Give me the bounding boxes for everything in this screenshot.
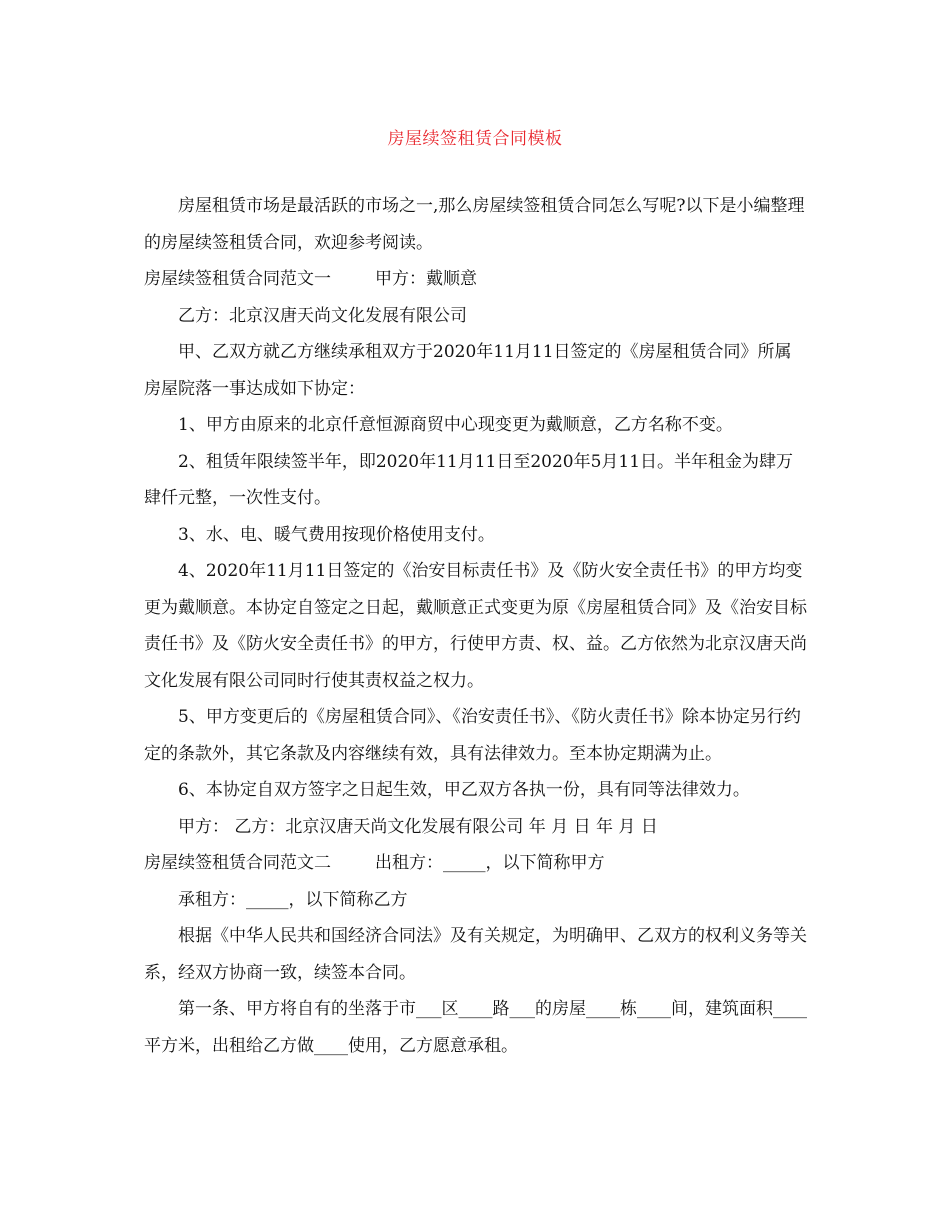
article-1-paragraph: 第一条、甲方将自有的坐落于市___区____路___的房屋____栋____间，建筑面积____平方米，出租给乙方做____使用，乙方愿意承租。 <box>144 999 807 1056</box>
clause-4-paragraph: 4、2020年11月11日签定的《治安目标责任书》及《防火安全责任书》的甲方均变更为戴顺意。本协定自签定之日起，戴顺意正式变更为原《房屋租赁合同》及《治安目标责任书》及《防火安全责任书》的甲方，行使甲方责、权、益。乙方依然为北京汉唐天尚文化发展有限公司同时行使其责权益之权力。 <box>144 561 807 691</box>
sample-1-party-a: 甲方：戴顺意 <box>375 269 477 289</box>
basis-paragraph: 根据《中华人民共和国经济合同法》及有关规定，为明确甲、乙双方的权利义务等关系，经双方协商一致，续签本合同。 <box>144 926 807 983</box>
document-title: 房屋续签租赁合同模板 <box>387 129 563 149</box>
sample-1-heading-line <box>144 261 808 298</box>
sample-1-heading: 房屋续签租赁合同范文一 <box>144 269 331 289</box>
party-b-paragraph: 乙方：北京汉唐天尚文化发展有限公司 <box>178 305 467 326</box>
clause-1-paragraph: 1、甲方由原来的北京仟意恒源商贸中心现变更为戴顺意，乙方名称不变。 <box>178 415 733 435</box>
lessee-paragraph: 承租方：_____，以下简称乙方 <box>178 889 408 910</box>
clause-6-paragraph: 6、本协定自双方签字之日起生效，甲乙双方各执一份，具有同等法律效力。 <box>178 780 750 800</box>
sample-2-heading: 房屋续签租赁合同范文二 <box>144 853 331 873</box>
intro-paragraph: 房屋租赁市场是最活跃的市场之一,那么房屋续签租赁合同怎么写呢?以下是小编整理的房屋续签租赁合同，欢迎参考阅读。 <box>144 196 805 253</box>
signature-paragraph: 甲方： 乙方：北京汉唐天尚文化发展有限公司 年 月 日 年 月 日 <box>178 816 658 837</box>
clause-3-paragraph: 3、水、电、暖气费用按现价格使用支付。 <box>178 524 495 545</box>
sample-2-heading-line <box>144 845 808 882</box>
clause-2-paragraph: 2、租赁年限续签半年，即2020年11月11日至2020年5月11日。半年租金为肆万肆仟元整，一次性支付。 <box>144 451 794 508</box>
sample-2-lessor: 出租方：_____，以下简称甲方 <box>375 853 605 873</box>
clause-5-paragraph: 5、甲方变更后的《房屋租赁合同》、《治安责任书》、《防火责任书》除本协定另行约定的条款外，其它条款及内容继续有效，具有法律效力。至本协定期满为止。 <box>144 707 801 764</box>
document-body <box>144 188 808 1064</box>
agreement-paragraph: 甲、乙双方就乙方继续承租双方于2020年11月11日签定的《房屋租赁合同》所属房屋院落一事达成如下协定： <box>144 342 792 399</box>
